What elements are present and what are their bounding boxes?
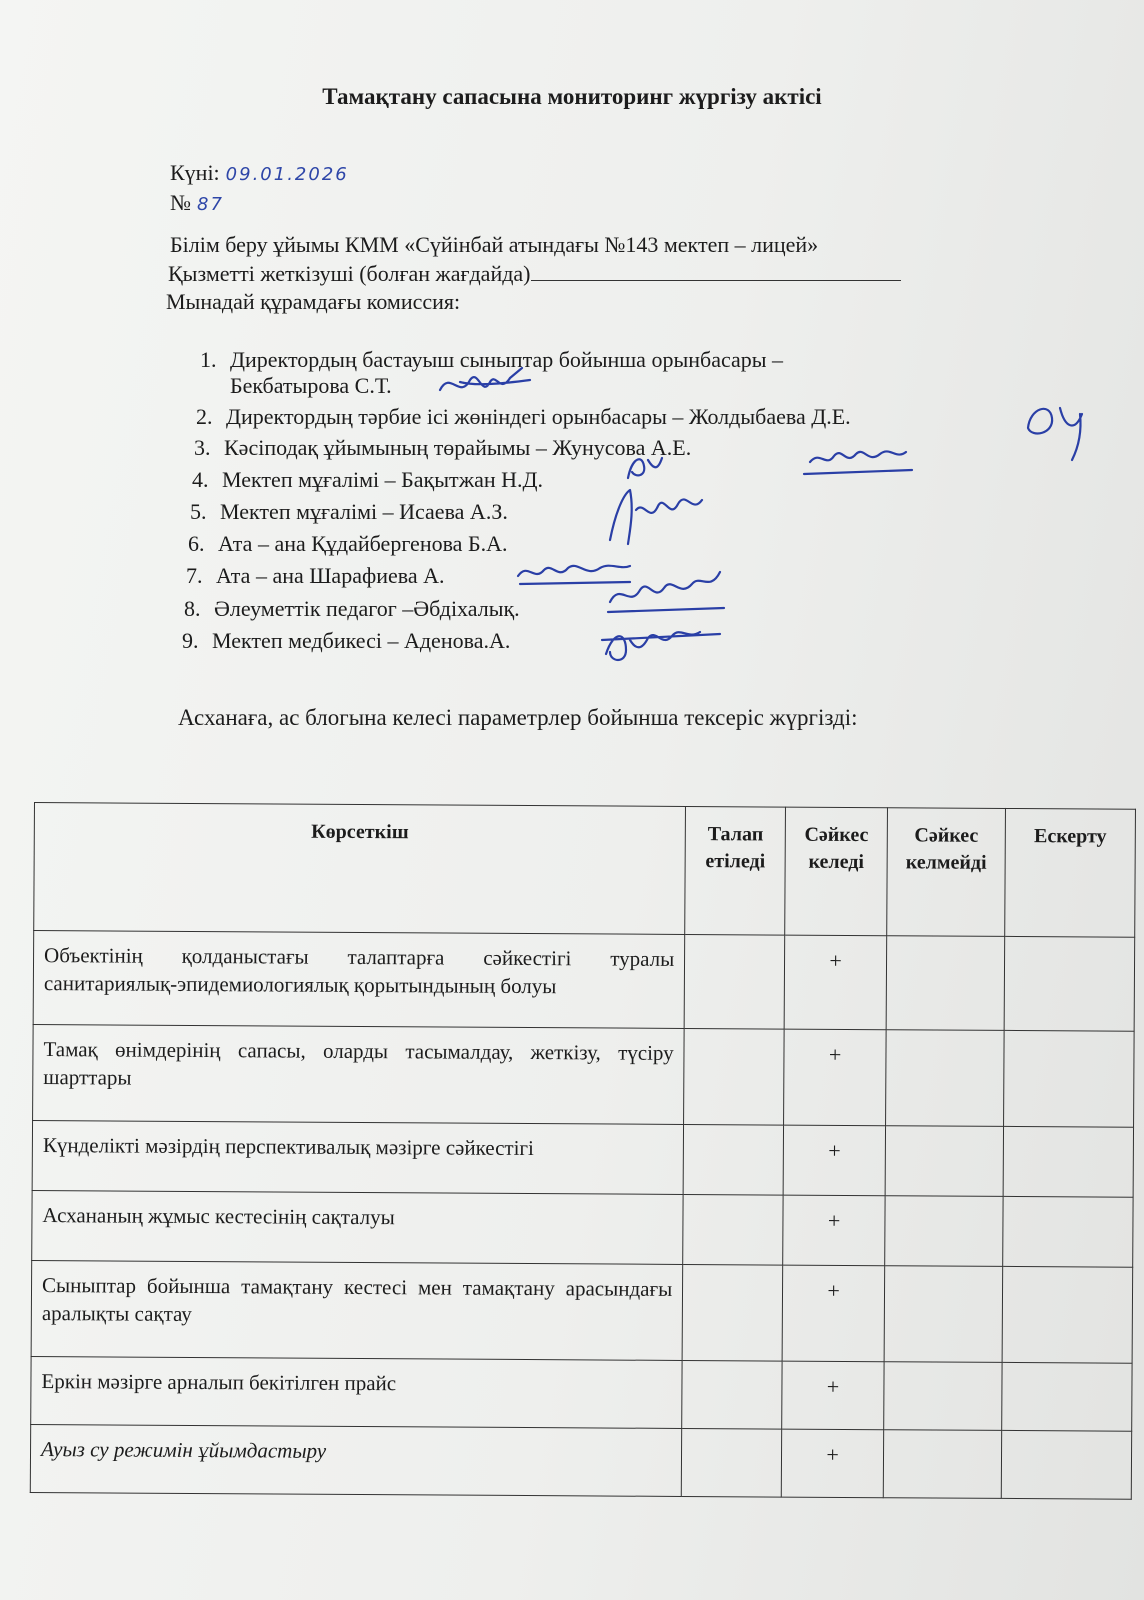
complies-cell: + [782, 1265, 885, 1362]
member-text: Директордың тәрбие ісі жөніндегі орынбасары – Жолдыбаева Д.Е. [226, 404, 851, 429]
member-5 [190, 499, 508, 525]
header-complies: Сәйкес келеді [785, 807, 888, 936]
not-complies-cell [885, 1126, 1003, 1197]
required-cell [683, 1124, 783, 1195]
not-complies-cell [883, 1430, 1001, 1499]
document-title: Тамақтану сапасына мониторинг жүргізу актісі [322, 84, 822, 109]
inspection-table [30, 802, 1136, 1500]
member-7 [186, 563, 445, 589]
member-number: 9. [182, 628, 199, 653]
member-text: Ата – ана Шарафиева А. [216, 563, 445, 588]
member-text: Кәсіподақ ұйымының төрайымы – Жунусова А.Е. [224, 435, 692, 460]
member-number: 5. [190, 499, 207, 524]
date-value: 09.01.2026 [225, 164, 349, 185]
member-number: 4. [192, 467, 209, 492]
member-number: 7. [186, 563, 203, 588]
header-indicator: Көрсеткіш [34, 803, 686, 935]
indicator-cell: Объектінің қолданыстағы талаптарға сәйкестігі туралы санитариялық-эпидемиологиялық қорытындының болуы [33, 931, 685, 1029]
member-3 [194, 435, 691, 461]
supplier-label: Қызметті жеткізуші (болған жағдайда) [168, 261, 531, 286]
indicator-cell: Еркін мәзірге арналып бекітілген прайс [31, 1356, 683, 1428]
required-cell [684, 1028, 785, 1125]
note-cell [1001, 1430, 1131, 1499]
indicator-cell: Күнделікті мәзірдің перспективалық мәзірге сәйкестігі [32, 1120, 684, 1194]
table-row [30, 1424, 1131, 1499]
organization-line: Білім беру ұйымы КММ «Сүйінбай атындағы №143 мектеп – лицей» [170, 232, 819, 257]
member-text: Ата – ана Құдайбергенова Б.А. [218, 531, 508, 556]
note-cell [1003, 1196, 1133, 1267]
member-8 [184, 596, 520, 622]
table-row [32, 1190, 1133, 1267]
header-required: Талап етіледі [685, 806, 786, 935]
complies-cell: + [784, 935, 887, 1030]
required-cell [682, 1264, 783, 1361]
complies-cell: + [781, 1429, 883, 1498]
member-1-name: Бекбатырова С.Т. [230, 373, 392, 398]
commission-line: Мынадай құрамдағы комиссия: [166, 289, 461, 314]
required-cell [684, 934, 785, 1029]
member-9 [182, 628, 510, 654]
member-number: 3. [194, 435, 211, 460]
table-row [32, 1120, 1133, 1197]
member-text: Мектеп медбикесі – Аденова.А. [212, 628, 511, 653]
indicator-cell: Ауыз су режимін ұйымдастыру [30, 1424, 682, 1496]
table-row [31, 1260, 1133, 1363]
header-note: Ескерту [1005, 808, 1136, 937]
member-text: Әлеуметтік педагог –Әбдіхалық. [214, 596, 520, 621]
indicator-cell: Асхананың жұмыс кестесінің сақталуы [32, 1190, 684, 1264]
inspection-line: Асханаға, ас блогына келесі параметрлер бойынша тексеріс жүргізді: [178, 705, 858, 730]
number-line [170, 190, 224, 216]
signature-1-icon [430, 360, 540, 410]
number-value: 87 [197, 194, 224, 215]
complies-cell: + [783, 1125, 885, 1196]
note-cell [1004, 936, 1135, 1031]
required-cell [682, 1360, 782, 1429]
not-complies-cell [885, 1196, 1003, 1267]
note-cell [1004, 1030, 1135, 1127]
not-complies-cell [884, 1362, 1002, 1431]
table-row [33, 931, 1135, 1032]
complies-cell: + [782, 1361, 884, 1430]
complies-cell: + [783, 1195, 885, 1266]
number-label: № [170, 190, 191, 215]
member-6 [188, 531, 507, 557]
member-number: 1. [200, 347, 217, 372]
header-not-complies: Сәйкес келмейді [887, 808, 1006, 937]
member-text: Директордың бастауыш сыныптар бойынша орынбасары – [230, 347, 784, 372]
not-complies-cell [884, 1266, 1003, 1363]
signature-9-icon [596, 610, 726, 670]
indicator-cell: Сыныптар бойынша тамақтану кестесі мен тамақтану арасындағы аралықты сақтау [31, 1260, 683, 1360]
required-cell [683, 1194, 783, 1265]
member-number: 6. [188, 531, 205, 556]
supplier-line [168, 261, 901, 287]
complies-cell: + [784, 1029, 887, 1126]
note-cell [1003, 1126, 1133, 1197]
signature-3-icon [800, 440, 920, 480]
date-label: Күні: [170, 160, 220, 185]
required-cell [681, 1428, 781, 1497]
member-number: 2. [196, 404, 213, 429]
signature-5-icon [590, 480, 720, 550]
signature-2-icon [1020, 388, 1120, 468]
member-4 [192, 467, 543, 493]
supplier-blank [531, 279, 901, 281]
date-line [170, 160, 349, 186]
member-text: Мектеп мұғалімі – Бақытжан Н.Д. [222, 467, 543, 492]
not-complies-cell [886, 1030, 1005, 1127]
note-cell [1002, 1362, 1132, 1431]
member-text: Мектеп мұғалімі – Исаева А.З. [220, 499, 508, 524]
indicator-cell: Тамақ өнімдерінің сапасы, оларды тасымалдау, жеткізу, түсіру шарттары [33, 1024, 685, 1124]
note-cell [1002, 1266, 1133, 1363]
table-row [33, 1024, 1135, 1127]
not-complies-cell [886, 936, 1005, 1031]
member-number: 8. [184, 596, 201, 621]
table-row [31, 1356, 1132, 1431]
